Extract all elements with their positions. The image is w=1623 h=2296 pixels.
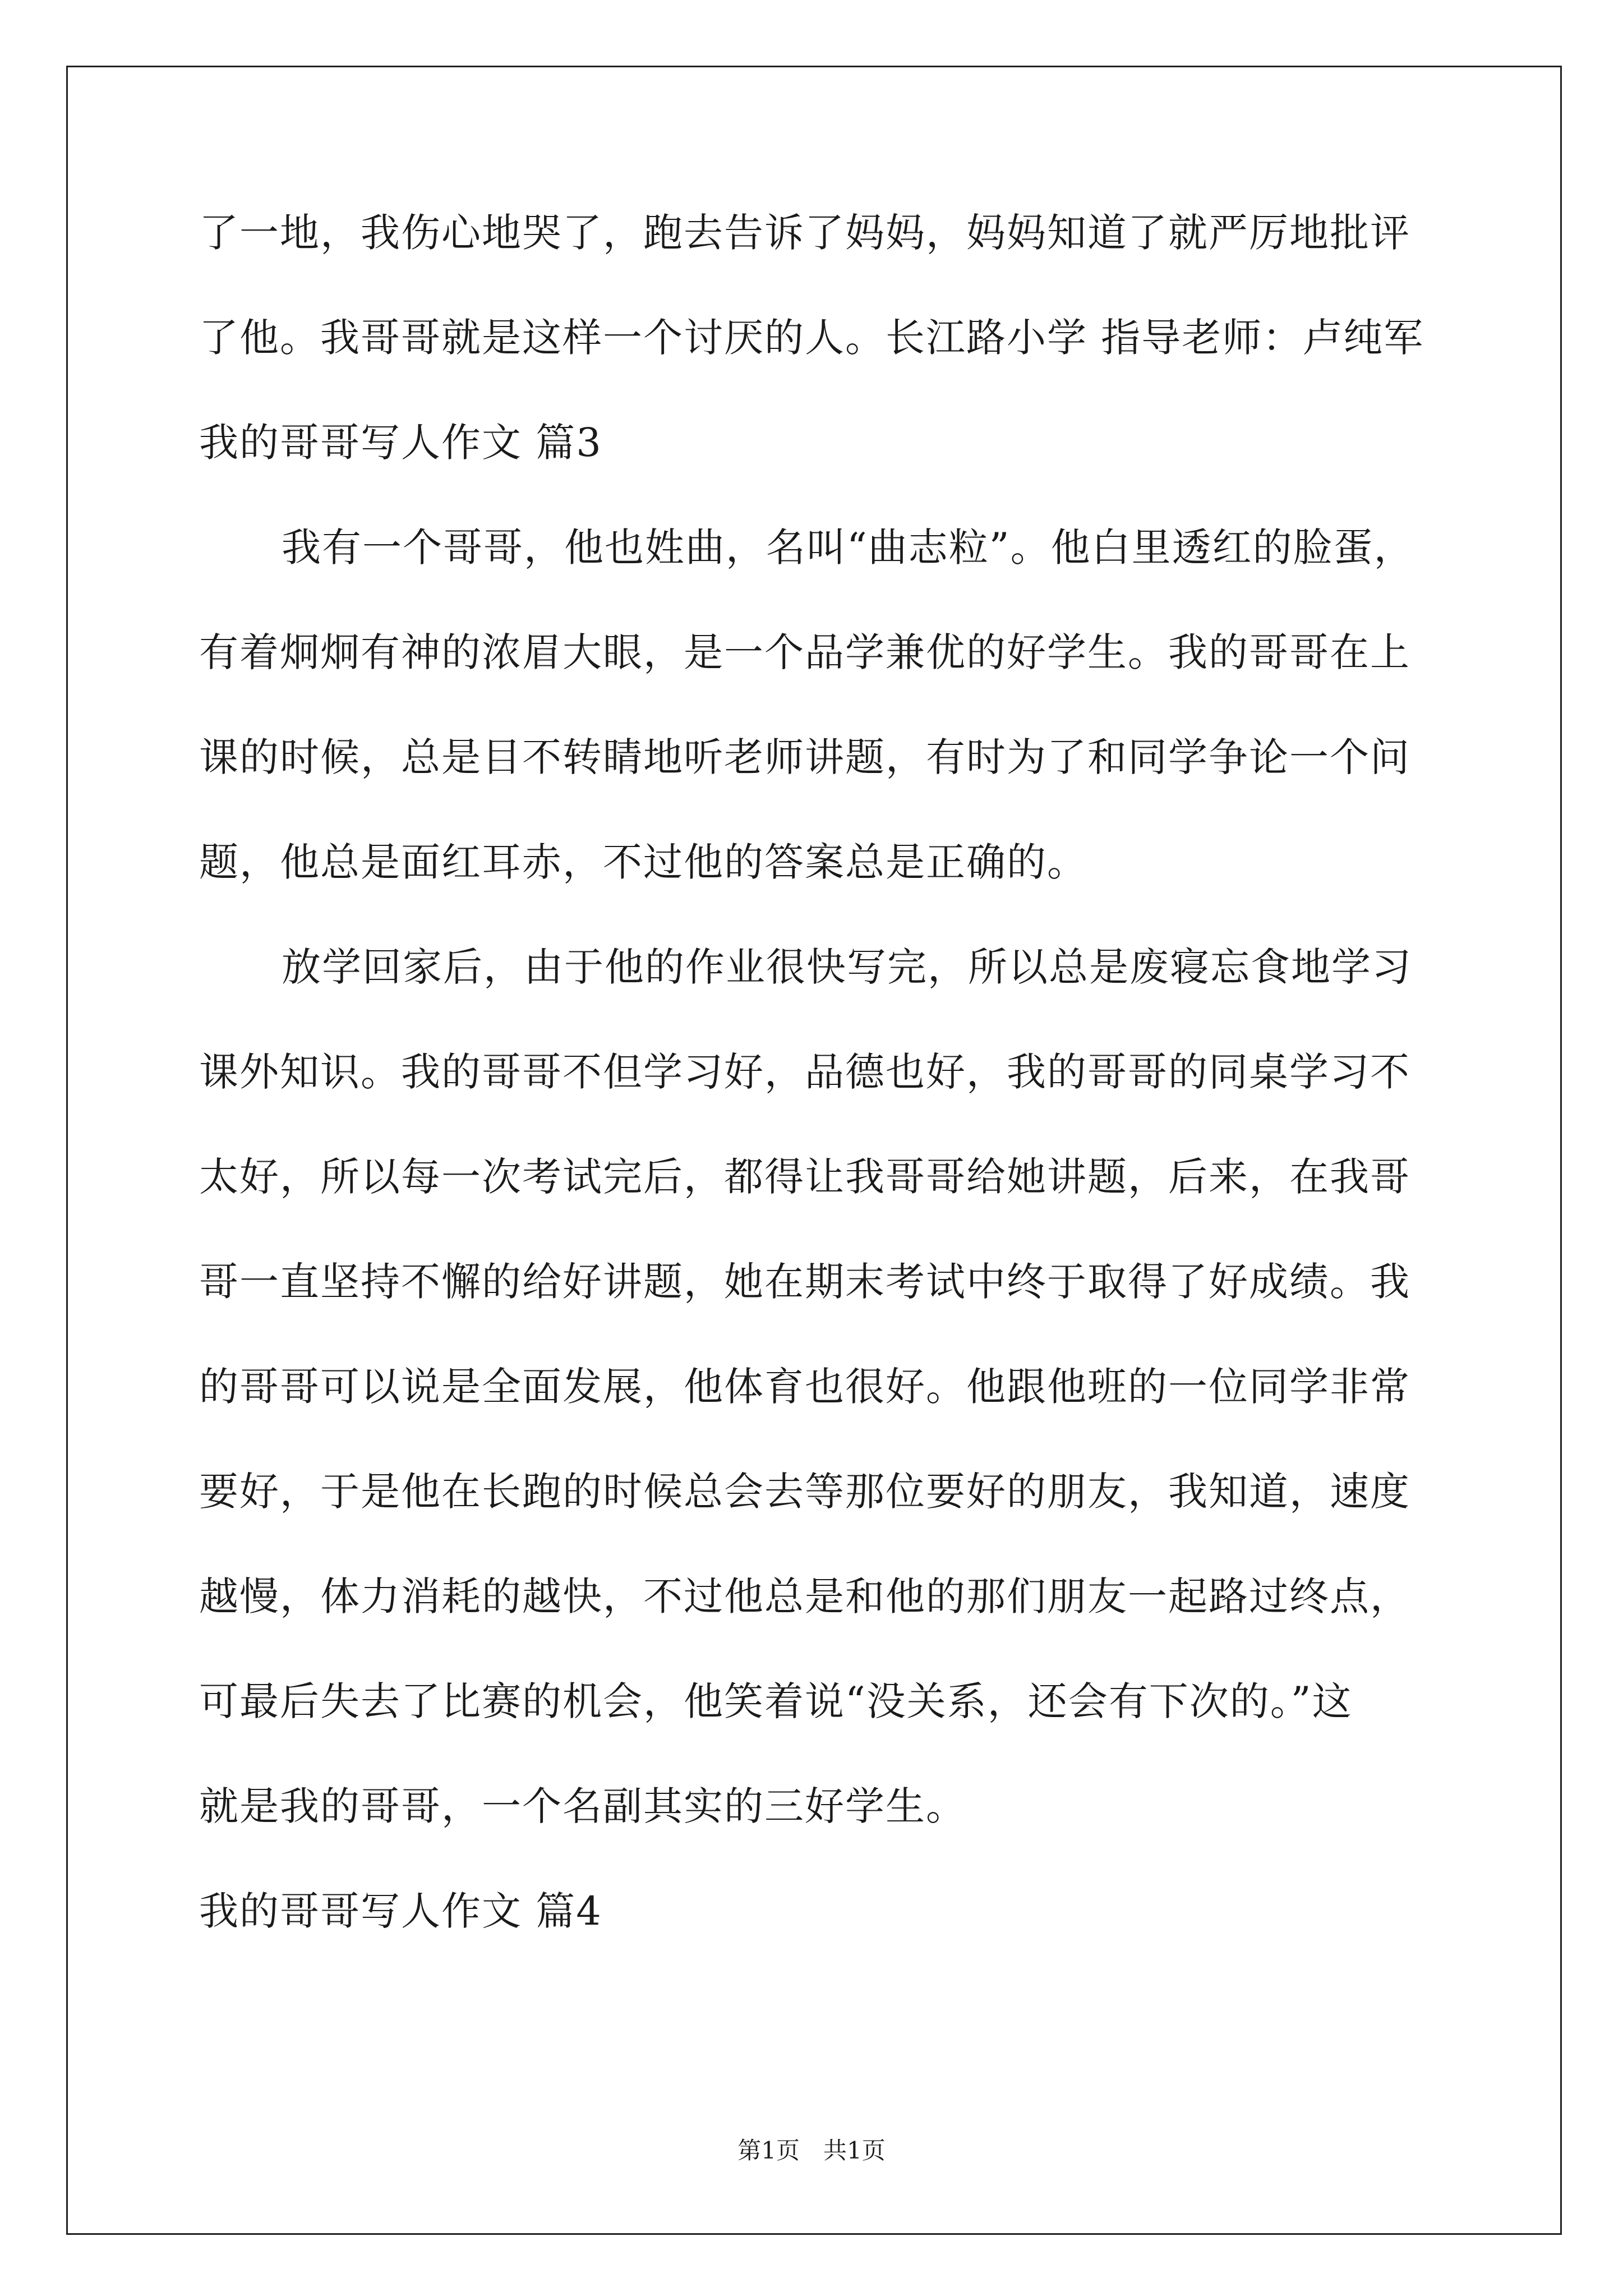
paragraph-line: 了一地，我伤心地哭了，跑去告诉了妈妈，妈妈知道了就严厉地批评 [199,210,1410,256]
page-number: 第1页 共1页 [737,2137,886,2164]
paragraph-line: 我有一个哥哥，他也姓曲，名叫“曲志粒”。他白里透红的脸蛋， [282,524,1414,570]
paragraph-line: 太好，所以每一次考试完后，都得让我哥哥给她讲题，后来，在我哥 [199,1154,1410,1200]
paragraph-line: 有着炯炯有神的浓眉大眼，是一个品学兼优的好学生。我的哥哥在上 [199,629,1410,675]
section-heading: 我的哥哥写人作文 篇4 [199,1888,602,1934]
paragraph-line: 放学回家后，由于他的作业很快写完，所以总是废寝忘食地学习 [282,944,1412,990]
paragraph-line: 可最后失去了比赛的机会，他笑着说“没关系，还会有下次的。”这 [199,1678,1353,1724]
paragraph-line: 要好，于是他在长跑的时候总会去等那位要好的朋友，我知道，速度 [199,1469,1410,1515]
paragraph-line: 课的时候，总是目不转睛地听老师讲题，有时为了和同学争论一个问 [199,734,1410,780]
paragraph-line: 哥一直坚持不懈的给好讲题，她在期末考试中终于取得了好成绩。我 [199,1259,1410,1305]
paragraph-line: 的哥哥可以说是全面发展，他体育也很好。他跟他班的一位同学非常 [199,1364,1410,1410]
paragraph-line: 了他。我哥哥就是这样一个讨厌的人。长江路小学 指导老师：卢纯军 [199,315,1424,361]
paragraph-line: 题，他总是面红耳赤，不过他的答案总是正确的。 [199,839,1087,885]
section-heading: 我的哥哥写人作文 篇3 [199,420,602,466]
paragraph-line: 越慢，体力消耗的越快，不过他总是和他的那们朋友一起路过终点， [199,1573,1410,1619]
paragraph-line: 课外知识。我的哥哥不但学习好，品德也好，我的哥哥的同桌学习不 [199,1049,1410,1095]
paragraph-line: 就是我的哥哥，一个名副其实的三好学生。 [199,1783,966,1829]
